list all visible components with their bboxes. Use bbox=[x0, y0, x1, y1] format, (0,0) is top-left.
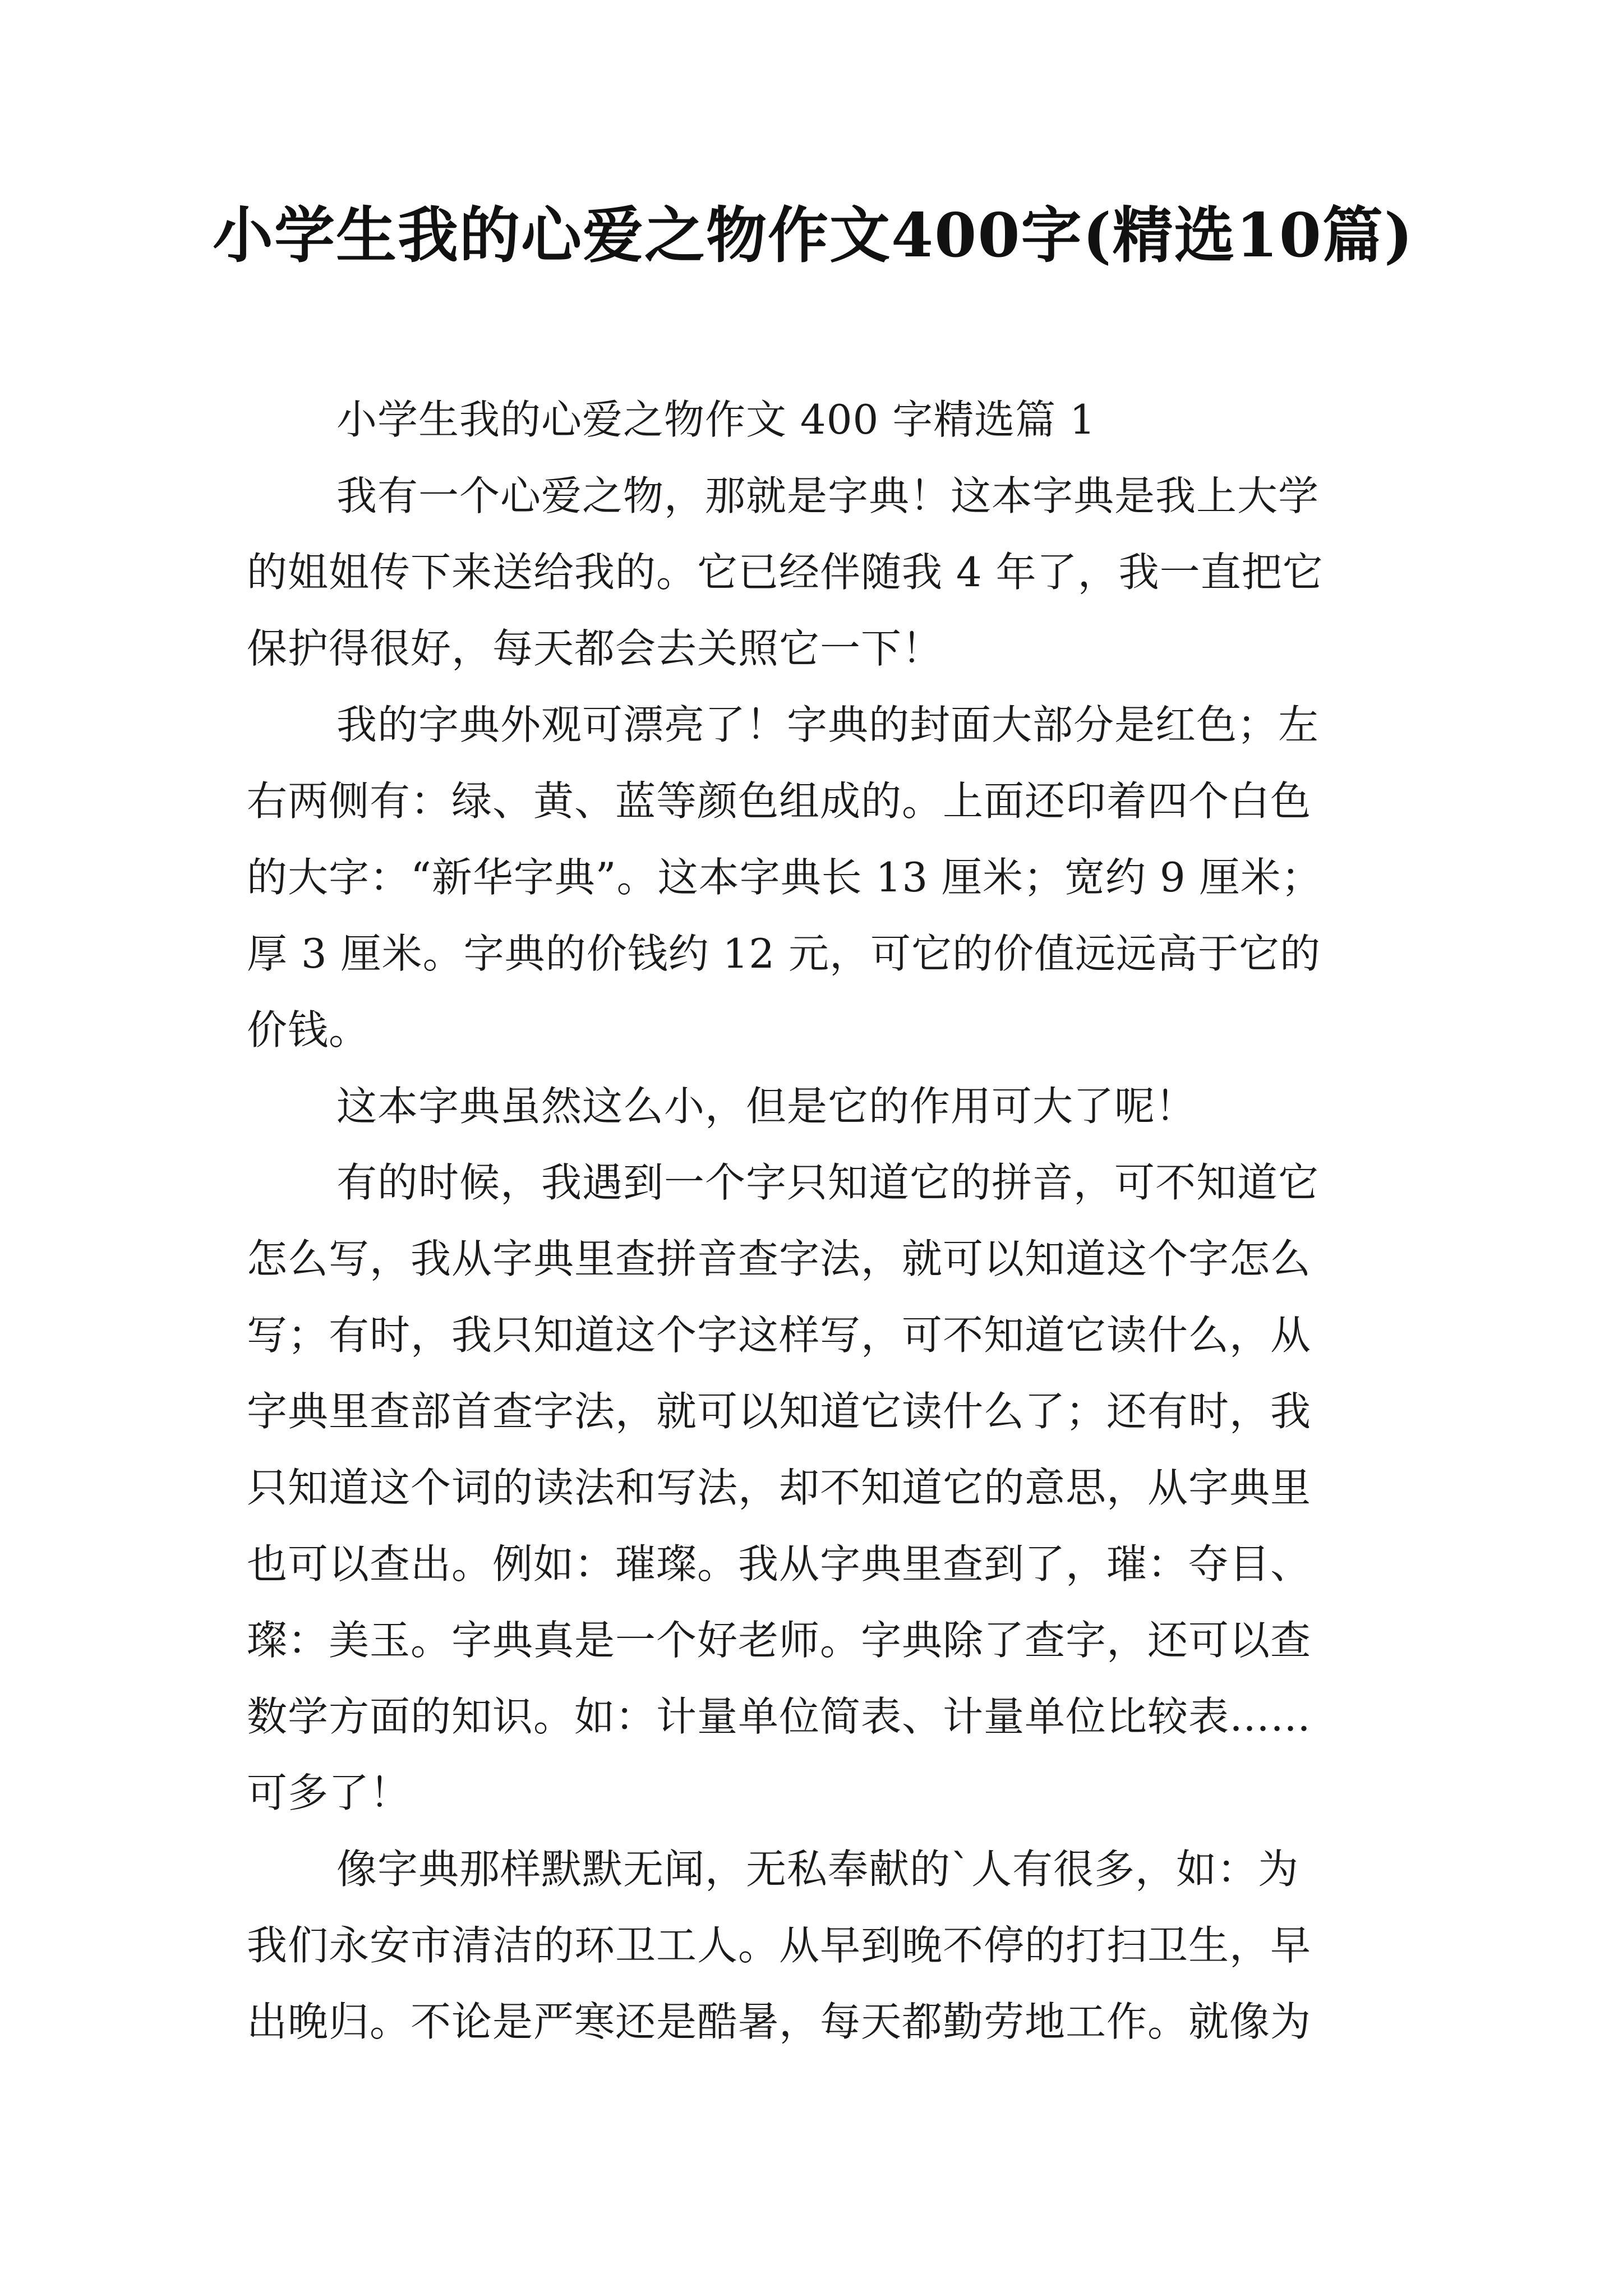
text-line: 我有一个心爱之物，那就是字典！这本字典是我上大学 bbox=[336, 472, 1320, 519]
document-body bbox=[247, 381, 1391, 2060]
text-line: 保护得很好，每天都会去关照它一下！ bbox=[247, 625, 943, 672]
document-title: 小学生我的心爱之物作文400字(精选10篇) bbox=[213, 200, 1414, 271]
text-line: 这本字典虽然这么小，但是它的作用可大了呢！ bbox=[336, 1083, 1197, 1130]
text-line: 我们永安市清洁的环卫工人。从早到晚不停的打扫卫生，早 bbox=[247, 1922, 1312, 1969]
text-line: 像字典那样默默无闻，无私奉献的`人有很多，如：为 bbox=[336, 1846, 1299, 1893]
text-line: 右两侧有：绿、黄、蓝等颜色组成的。上面还印着四个白色 bbox=[247, 777, 1312, 825]
text-line: 怎么写，我从字典里查拼音查字法，就可以知道这个字怎么 bbox=[247, 1235, 1312, 1282]
text-line: 写；有时，我只知道这个字这样写，可不知道它读什么，从 bbox=[247, 1312, 1312, 1359]
text-line: 厚 3 厘米。字典的价钱约 12 元，可它的价值远远高于它的 bbox=[247, 930, 1321, 977]
text-line: 我的字典外观可漂亮了！字典的封面大部分是红色；左 bbox=[336, 701, 1320, 748]
text-line: 有的时候，我遇到一个字只知道它的拼音，可不知道它 bbox=[336, 1159, 1320, 1206]
text-line: 出晚归。不论是严寒还是酷暑，每天都勤劳地工作。就像为 bbox=[247, 1998, 1312, 2045]
text-line: 可多了！ bbox=[247, 1769, 411, 1816]
text-line: 的大字：“新华字典”。这本字典长 13 厘米；宽约 9 厘米； bbox=[247, 854, 1322, 901]
text-line: 价钱。 bbox=[247, 1006, 370, 1053]
text-line: 数学方面的知识。如：计量单位简表、计量单位比较表…… bbox=[247, 1693, 1312, 1740]
text-line: 璨：美玉。字典真是一个好老师。字典除了查字，还可以查 bbox=[247, 1617, 1312, 1664]
text-line: 的姐姐传下来送给我的。它已经伴随我 4 年了，我一直把它 bbox=[247, 549, 1324, 596]
text-line: 也可以查出。例如：璀璨。我从字典里查到了，璀：夺目、 bbox=[247, 1540, 1312, 1588]
text-line: 只知道这个词的读法和写法，却不知道它的意思，从字典里 bbox=[247, 1464, 1312, 1511]
text-line: 字典里查部首查字法，就可以知道它读什么了；还有时，我 bbox=[247, 1388, 1312, 1435]
text-line: 小学生我的心爱之物作文 400 字精选篇 1 bbox=[336, 396, 1096, 443]
